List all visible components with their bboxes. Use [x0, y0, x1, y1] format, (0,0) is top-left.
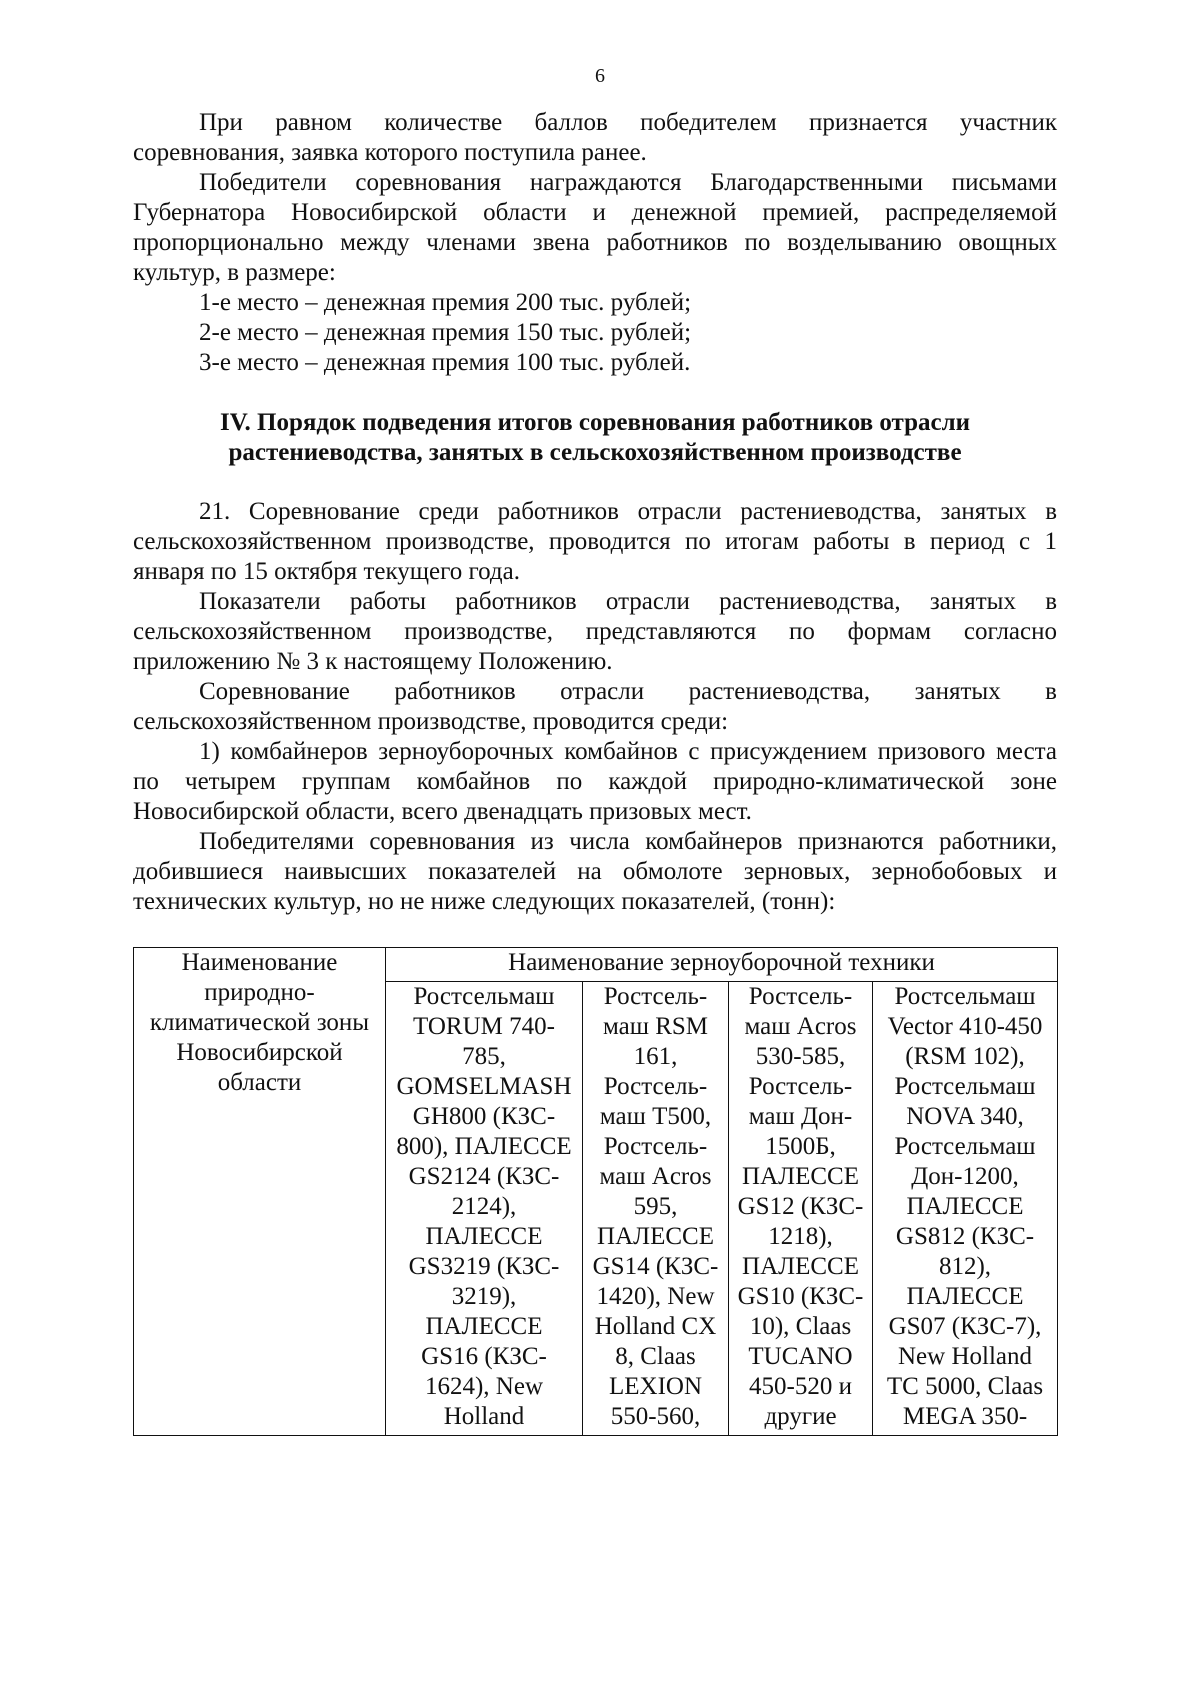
combine-group-1-text: Ростсельмаш TORUM 740- 785, GOMSELMASH GH800 (КЗС- 800), ПАЛЕССЕ GS2124 (КЗС- 2124), ПАЛЕССЕ GS3219 (КЗС- 3219), ПАЛЕССЕ GS16 (КЗС- 1624), New Holland [396, 983, 572, 1430]
paragraph-indicators: Показатели работы работников отрасли растениеводства, занятых в сельскохозяйственном производстве, представляются по формам согласно приложению № 3 к настоящему Положению. [133, 588, 1057, 675]
zone-header-cell [134, 948, 386, 1436]
combine-group-4-cell [873, 982, 1058, 1436]
paragraph-equal-score: При равном количестве баллов победителем признается участник соревнования, заявка которого поступила ранее. [133, 109, 1057, 166]
combine-group-3-text: Ростсель- маш Acros 530-585, Ростсель- маш Дон- 1500Б, ПАЛЕССЕ GS12 (КЗС- 1218), ПАЛЕССЕ GS10 (КЗС- 10), Claas TUCANO 450-520 и другие [737, 983, 864, 1430]
paragraph-combine-operators: 1) комбайнеров зерноуборочных комбайнов с присуждением призового места по четырем группам комбайнов по каждой природно-климатической зоне Новосибирской области, всего двенадцать призовых мест. [133, 738, 1057, 825]
prize-second-place: 2-е место – денежная премия 150 тыс. рублей; [199, 319, 692, 346]
combine-group-4-text: Ростсельмаш Vector 410-450 (RSM 102), Ростсельмаш NOVA 340, Ростсельмаш Дон-1200, ПАЛЕССЕ GS812 (КЗС- 812), ПАЛЕССЕ GS07 (КЗС-7), New Holland TC 5000, Claas MEGA 350- [886, 983, 1044, 1430]
prize-third-place: 3-е место – денежная премия 100 тыс. рублей. [199, 349, 691, 376]
zone-header-text: Наименование природно- климатической зоны Новосибирской области [149, 949, 370, 1096]
document-body [133, 108, 1057, 917]
combine-group-2-text: Ростсель- маш RSM 161, Ростсель- маш T500, Ростсель- маш Acros 595, ПАЛЕССЕ GS14 (КЗС- 1420), New Holland CX 8, Claas LEXION 550-560, [592, 983, 719, 1430]
combine-group-1-cell [386, 982, 583, 1436]
prize-first-place: 1-е место – денежная премия 200 тыс. рублей; [199, 289, 692, 316]
combine-thresholds-table [133, 947, 1058, 1436]
section-heading-line-1: IV. Порядок подведения итогов соревнования работников отрасли [219, 409, 971, 436]
paragraph-winners-criteria: Победителями соревнования из числа комбайнеров признаются работники, добившиеся наивысших показателей на обмолоте зерновых, зернобобовых и технических культур, но не ниже следующих показателей, (тонн): [133, 828, 1057, 915]
tech-header-text: Наименование зерноуборочной техники [508, 949, 935, 976]
paragraph-21-period: 21. Соревнование среди работников отрасли растениеводства, занятых в сельскохозяйственном производстве, проводится по итогам работы в период с 1 января по 15 октября текущего года. [133, 498, 1057, 585]
section-heading-line-2: растениеводства, занятых в сельскохозяйственном производстве [228, 439, 962, 466]
section-heading [133, 408, 1057, 468]
page-number: 6 [595, 65, 605, 87]
combine-group-3-cell [729, 982, 873, 1436]
paragraph-competition-among: Соревнование работников отрасли растениеводства, занятых в сельскохозяйственном производстве, проводится среди: [133, 678, 1057, 735]
combine-group-2-cell [583, 982, 729, 1436]
paragraph-winners-reward: Победители соревнования награждаются Благодарственными письмами Губернатора Новосибирской области и денежной премией, распределяемой пропорционально между членами звена работников по возделыванию овощных культур, в размере: [133, 169, 1057, 286]
tech-header-cell [386, 948, 1058, 982]
